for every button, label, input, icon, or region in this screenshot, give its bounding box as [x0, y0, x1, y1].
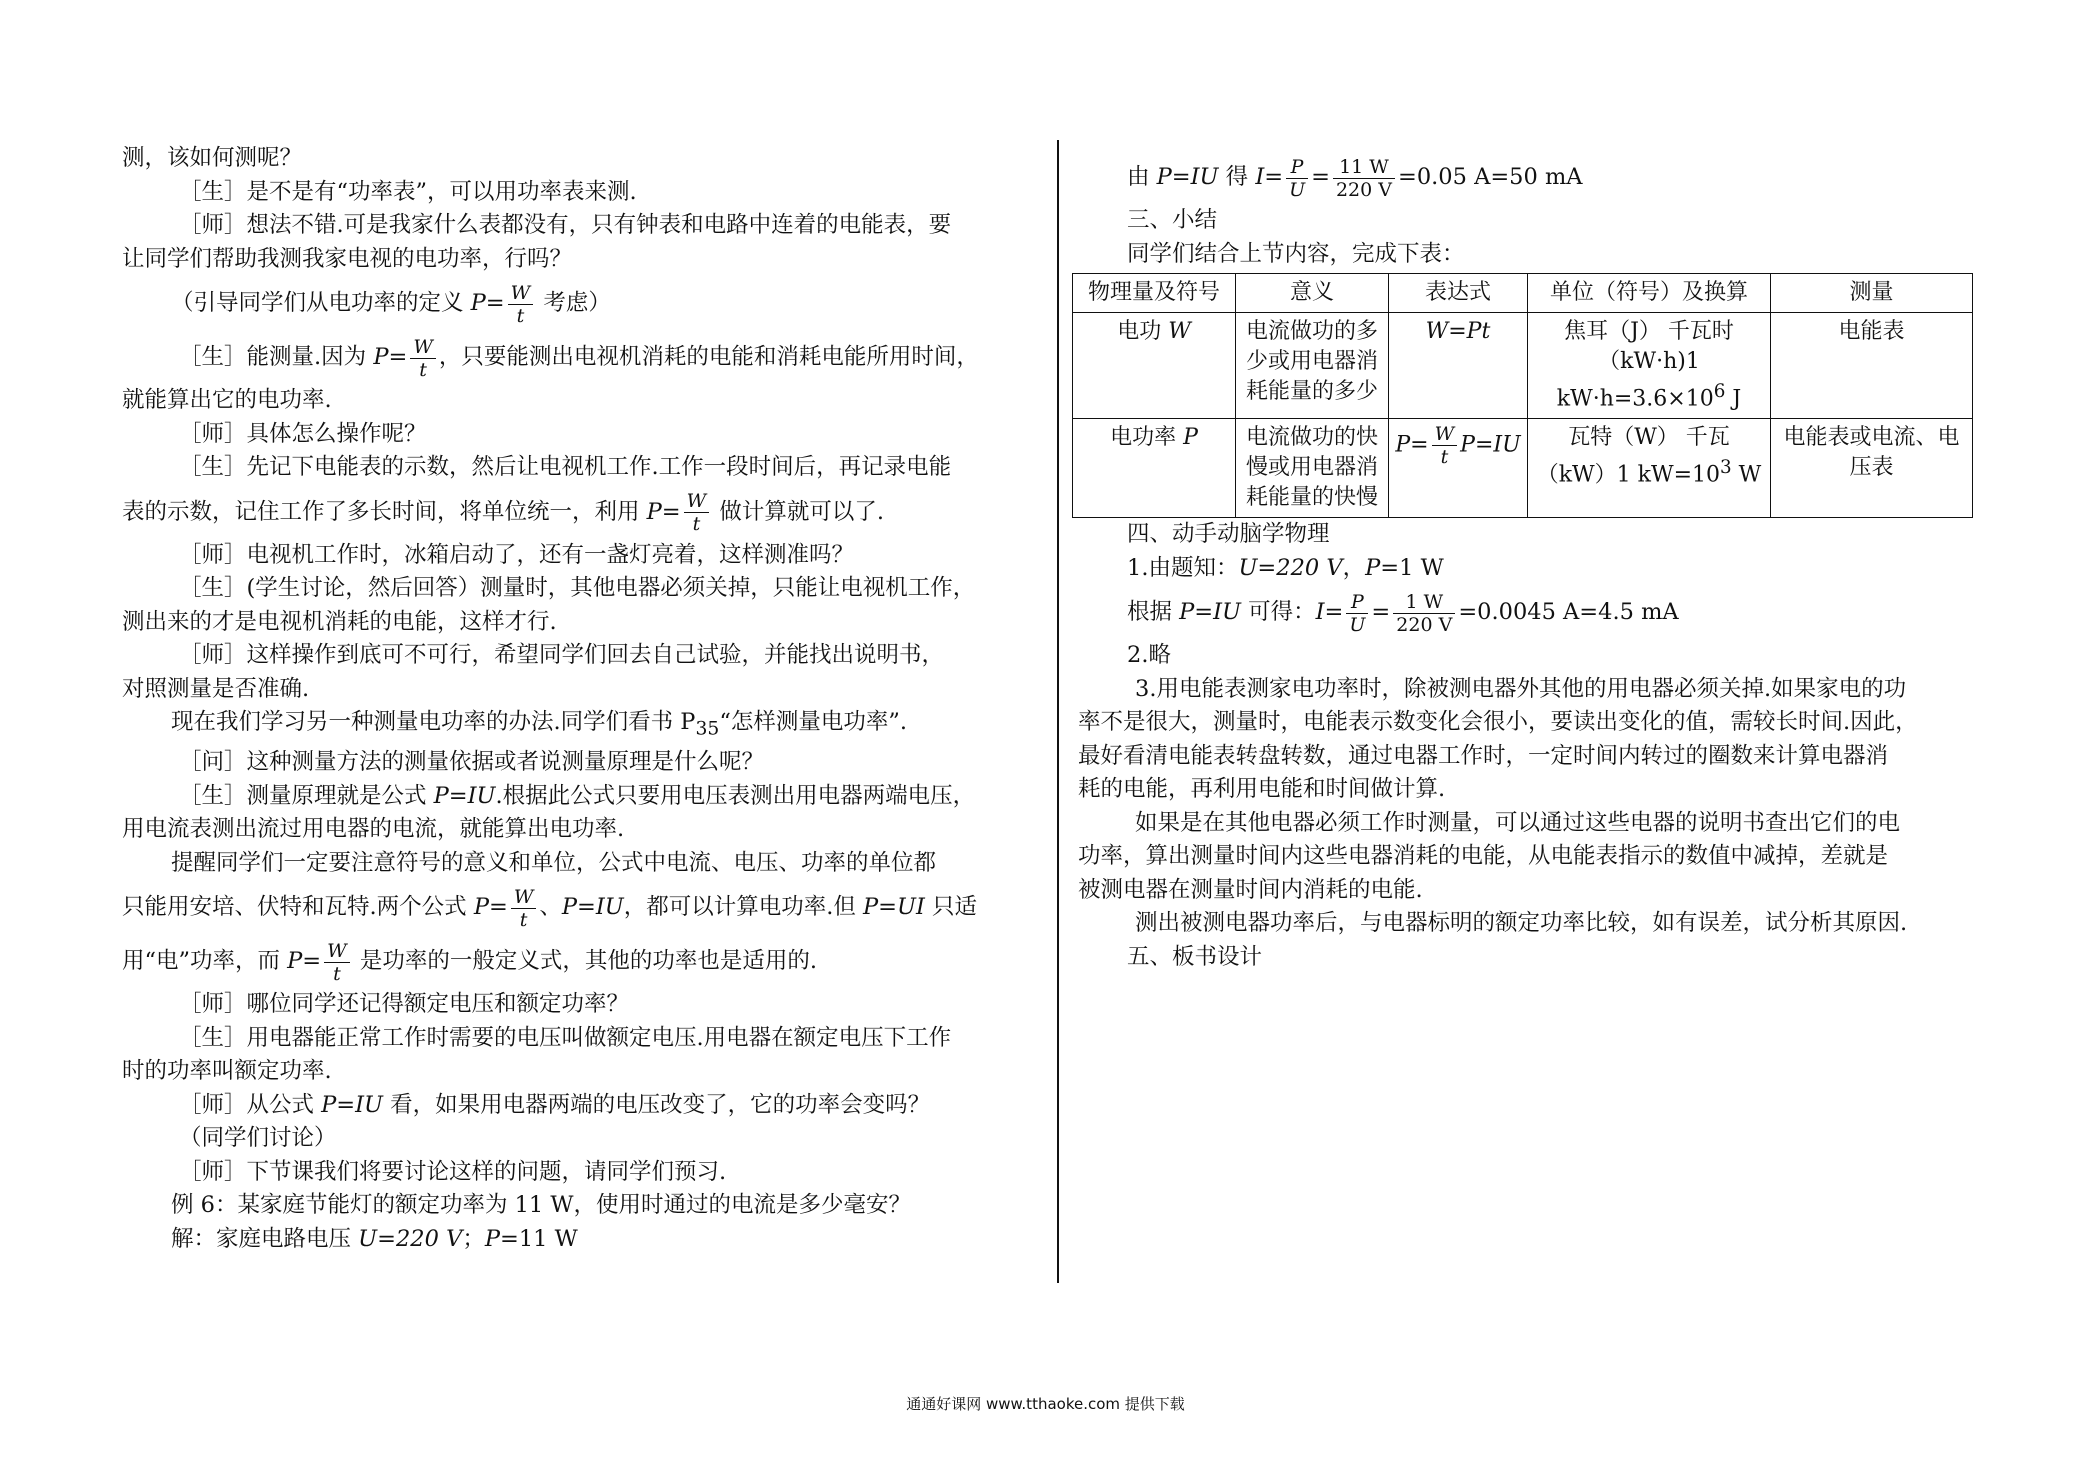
paragraph-line: 就能算出它的电功率.: [122, 387, 332, 413]
paragraph-line: ［师］想法不错.可是我家什么表都没有，只有钟表和电路中连着的电能表，要: [179, 212, 952, 238]
table-cell: P= $\frac{W}{t}$ P=IU: [1389, 419, 1528, 518]
table-cell: 焦耳（J） 千瓦时（kW·h)1 $kW\cdot h=3.6\times 10^6$ J: [1528, 313, 1771, 419]
table-cell: 测量: [1771, 274, 1973, 313]
paragraph-line: ［生］先记下电能表的示数，然后让电视机工作.工作一段时间后，再记录电能: [179, 454, 952, 480]
paragraph-line: 现在我们学习另一种测量电功率的办法.同学们看书 $P_{35}“$怎样测量电功率”.: [171, 709, 907, 740]
table-cell: 电流做功的快慢或用电器消耗能量的快慢: [1236, 419, 1389, 518]
paragraph-line: 测出来的才是电视机消耗的电能，这样才行.: [122, 608, 557, 635]
fraction-11w-over-220v: $\frac{11 W}{220 V}$: [1333, 156, 1395, 201]
fraction-w-over-t: $\frac{W}{t}$: [410, 336, 436, 381]
fraction-w-over-t: $\frac{W}{t}$: [1432, 423, 1458, 468]
table-cell: 电流做功的多少或用电器消耗能量的多少: [1236, 313, 1389, 419]
paragraph-line: 率不是很大，测量时，电能表示数变化会很小，要读出变化的值，需较长时间.因此，: [1078, 709, 1918, 736]
table-cell: 物理量及符号: [1073, 274, 1236, 313]
paragraph-line: ［生］是不是有“功率表”，可以用功率表来测.: [179, 178, 637, 205]
section-heading: 四、动手动脑学物理: [1127, 521, 1330, 548]
paragraph-line: 同学们结合上节内容，完成下表：: [1127, 240, 1465, 267]
table-cell: 电功 W: [1073, 313, 1236, 419]
section-heading: 三、小结: [1127, 207, 1218, 233]
table-row: [1073, 419, 1973, 518]
paragraph-line: 用电流表测出流过用电器的电流，就能算出电功率.: [122, 816, 625, 842]
paragraph-line: 由 P=IU 得 I= $\frac{P}{U}$ = $\frac{11 W}{220 V}$ =0.05 A=50 mA: [1127, 155, 1583, 201]
fraction-1w-over-220v: $\frac{1 W}{220 V}$: [1393, 591, 1455, 636]
paragraph-line: ［生］测量原理就是公式 P=IU.根据此公式只要用电压表测出用电器两端电压，: [179, 782, 976, 809]
paragraph-line: 功率，算出测量时间内这些电器消耗的电能，从电能表指示的数值中减掉，差就是: [1078, 843, 1889, 870]
table-header-row: [1073, 274, 1973, 313]
paragraph-line: ［问］这种测量方法的测量依据或者说测量原理是什么呢？: [179, 749, 765, 775]
paragraph-line: 耗的电能，再利用电能和时间做计算.: [1078, 776, 1446, 803]
fraction-p-over-u: $\frac{P}{U}$: [1286, 156, 1308, 201]
fraction-w-over-t: $\frac{W}{t}$: [508, 282, 534, 327]
paragraph-line: 如果是在其他电器必须工作时测量，可以通过这些电器的说明书查出它们的电: [1135, 809, 1901, 836]
table-cell: 表达式: [1389, 274, 1528, 313]
page-footer: 通通好课网 www.tthaoke.com 提供下载: [906, 1395, 1185, 1413]
paragraph-line: 测出被测电器功率后，与电器标明的额定功率比较，如有误差，试分析其原因.: [1135, 910, 1908, 937]
table-cell: 电功率 P: [1073, 419, 1236, 518]
paragraph-line: 测，该如何测呢？: [122, 145, 303, 171]
column-divider: [1057, 140, 1059, 1283]
paragraph-line: ［师］从公式 P=IU 看，如果用电器两端的电压改变了，它的功率会变吗？: [179, 1091, 931, 1118]
paragraph-line: 2.略: [1127, 642, 1171, 669]
right-column: [1078, 150, 1982, 974]
paragraph-line: ［师］电视机工作时，冰箱启动了，还有一盏灯亮着，这样测准吗？: [179, 541, 855, 568]
summary-table: [1072, 273, 1973, 518]
table-cell: 意义: [1236, 274, 1389, 313]
paragraph-line: ［师］这样操作到底可不可行，希望同学们回去自己试验，并能找出说明书，: [179, 642, 945, 668]
paragraph-line: （引导同学们从电功率的定义 P= $\frac{W}{t}$ 考虑）: [171, 281, 611, 327]
paragraph-line: 用“电”功率，而 P= $\frac{W}{t}$ 是功率的一般定义式，其他的功率也是适用的.: [122, 939, 818, 985]
fraction-w-over-t: $\frac{W}{t}$: [511, 886, 537, 931]
paragraph-line: 解：家庭电路电压 U=220 V；P=11 W: [171, 1225, 578, 1252]
table-cell: W=Pt: [1389, 313, 1528, 419]
table-cell: 瓦特（W） 千瓦（kW）1 $kW=10^3$ W: [1528, 419, 1771, 518]
paragraph-line: ［生］能测量.因为 P= $\frac{W}{t}$ ，只要能测出电视机消耗的电能和消耗电能所用时间，: [179, 335, 979, 381]
section-heading: 五、板书设计: [1127, 943, 1263, 970]
paragraph-line: 被测电器在测量时间内消耗的电能.: [1078, 876, 1423, 903]
paragraph-line: 例 6：某家庭节能灯的额定功率为 11 W，使用时通过的电流是多少毫安？: [171, 1192, 912, 1218]
paragraph-line: 让同学们帮助我测我家电视的电功率，行吗？: [122, 245, 573, 272]
fraction-p-over-u: $\frac{P}{U}$: [1346, 591, 1368, 636]
paragraph-line: ［生］用电器能正常工作时需要的电压叫做额定电压.用电器在额定电压下工作: [179, 1024, 952, 1051]
paragraph-line: ［师］下节课我们将要讨论这样的问题，请同学们预习.: [179, 1158, 727, 1185]
fraction-w-over-t: $\frac{W}{t}$: [324, 940, 350, 985]
table-cell: 电能表或电流、电压表: [1771, 419, 1973, 518]
paragraph-line: 对照测量是否准确.: [122, 675, 310, 702]
paragraph-line: 提醒同学们一定要注意符号的意义和单位，公式中电流、电压、功率的单位都: [171, 849, 937, 876]
paragraph-line: ［师］哪位同学还记得额定电压和额定功率？: [179, 991, 630, 1017]
left-column: [122, 142, 1034, 1256]
paragraph-line: 表的示数，记住工作了多长时间，将单位统一，利用 P= $\frac{W}{t}$ 做计算就可以了.: [122, 490, 884, 535]
paragraph-line: 最好看清电能表转盘转数，通过电器工作时，一定时间内转过的圈数来计算电器消: [1078, 742, 1889, 769]
fraction-w-over-t: $\frac{W}{t}$: [684, 490, 710, 535]
table-cell: 单位（符号）及换算: [1528, 274, 1771, 313]
table-cell: 电能表: [1771, 313, 1973, 419]
paragraph-line: （同学们讨论）: [179, 1125, 337, 1151]
paragraph-line: 时的功率叫额定功率.: [122, 1058, 332, 1084]
paragraph-line: ［生］(学生讨论，然后回答）测量时，其他电器必须关掉，只能让电视机工作，: [179, 575, 976, 601]
paragraph-line: 1.由题知：U=220 V，P=1 W: [1127, 554, 1444, 581]
paragraph-line: 3.用电能表测家电功率时，除被测电器外其他的用电器必须关掉.如果家电的功: [1135, 675, 1907, 702]
paragraph-line: 根据 P=IU 可得：I= $\frac{P}{U}$ = $\frac{1 W}{220 V}$ =0.0045 A=4.5 mA: [1127, 590, 1679, 636]
paragraph-line: ［师］具体怎么操作呢？: [179, 420, 427, 447]
paragraph-line: 只能用安培、伏特和瓦特.两个公式 P= $\frac{W}{t}$ 、P=IU，都可以计算电功率.但 P=UI 只适: [122, 885, 978, 931]
table-row: [1073, 313, 1973, 419]
